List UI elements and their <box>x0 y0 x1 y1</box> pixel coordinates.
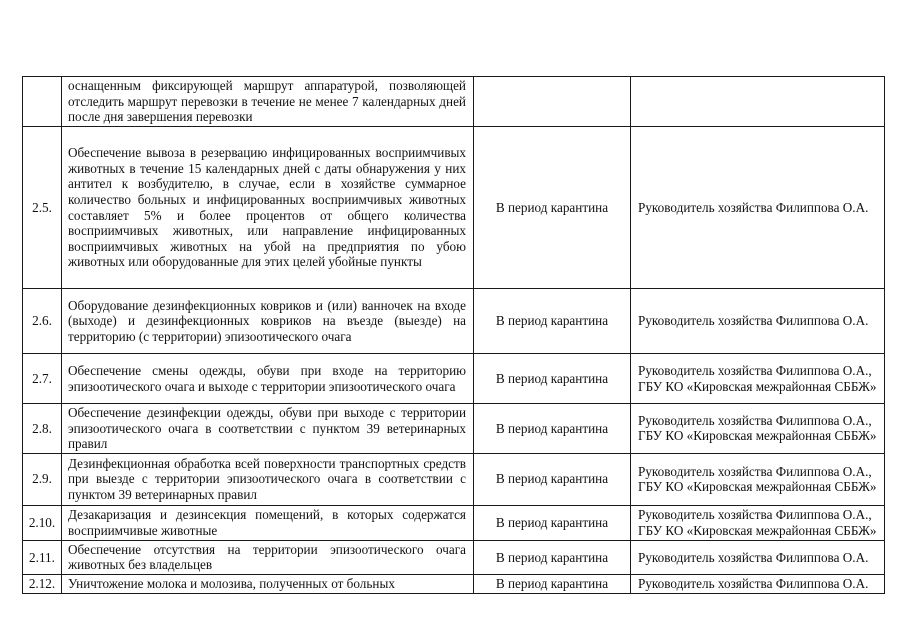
table-row <box>23 574 885 593</box>
measure-text: оснащенным фиксирующей маршрут аппаратурой, позволяющей отследить маршрут перевозки в течение не менее 7 календарных дней после дня завершения перевозки <box>62 77 474 127</box>
deadline-text: В период карантина <box>474 354 631 404</box>
responsible-line: Руководитель хозяйства Филиппова О.А., <box>638 507 872 523</box>
responsible-text <box>631 289 885 354</box>
responsible-text <box>631 540 885 574</box>
row-number: 2.7. <box>23 354 62 404</box>
responsible-text <box>631 77 885 127</box>
row-number: 2.12. <box>23 574 62 593</box>
table-row <box>23 354 885 404</box>
table-row <box>23 127 885 289</box>
measure-text: Обеспечение отсутствия на территории эпизоотического очага животных без владельцев <box>62 540 474 574</box>
measure-text: Дезакаризация и дезинсекция помещений, в которых содержатся восприимчивые животные <box>62 505 474 540</box>
row-number: 2.5. <box>23 127 62 289</box>
responsible-line: Руководитель хозяйства Филиппова О.А. <box>638 199 869 215</box>
responsible-line: Руководитель хозяйства Филиппова О.А., <box>638 362 872 378</box>
responsible-line: Руководитель хозяйства Филиппова О.А., <box>638 412 872 428</box>
deadline-text <box>474 77 631 127</box>
responsible-text <box>631 354 885 404</box>
measure-text: Дезинфекционная обработка всей поверхности транспортных средств при выезде с территории эпизоотического очага в соответствии с пунктом 39 ветеринарных правил <box>62 453 474 505</box>
deadline-text: В период карантина <box>474 505 631 540</box>
row-number: 2.11. <box>23 540 62 574</box>
deadline-text: В период карантина <box>474 289 631 354</box>
table-row <box>23 77 885 127</box>
table-row <box>23 404 885 454</box>
responsible-line: ГБУ КО «Кировская межрайонная СББЖ» <box>638 428 877 444</box>
table-row <box>23 540 885 574</box>
measure-text: Обеспечение вывоза в резервацию инфицированных восприимчивых животных в течение 15 календарных дней с даты обнаружения у них антител к возбудителю, в случае, если в хозяйстве суммарное количество больных и инфицированных восприимчивых животных составляет 5% и более процентов от общего количества восприимчивых животных, или направление инфицированных восприимчивых животных на убой на предприятия по убою животных или оборудованные для этих целей убойные пункты <box>62 127 474 289</box>
responsible-text <box>631 453 885 505</box>
table-row <box>23 289 885 354</box>
responsible-line: ГБУ КО «Кировская межрайонная СББЖ» <box>638 522 877 538</box>
deadline-text: В период карантина <box>474 127 631 289</box>
row-number <box>23 77 62 127</box>
row-number: 2.6. <box>23 289 62 354</box>
deadline-text: В период карантина <box>474 453 631 505</box>
quarantine-measures-table <box>22 76 885 594</box>
measure-text: Оборудование дезинфекционных ковриков и (или) ванночек на входе (выходе) и дезинфекционных ковриков на въезде (выезде) на территорию (с территории) эпизоотического очага <box>62 289 474 354</box>
row-number: 2.9. <box>23 453 62 505</box>
responsible-line: Руководитель хозяйства Филиппова О.А. <box>638 549 869 565</box>
responsible-line: Руководитель хозяйства Филиппова О.А. <box>638 575 869 591</box>
measure-text: Уничтожение молока и молозива, полученных от больных <box>62 574 474 593</box>
responsible-line: ГБУ КО «Кировская межрайонная СББЖ» <box>638 479 877 495</box>
responsible-text <box>631 574 885 593</box>
deadline-text: В период карантина <box>474 540 631 574</box>
responsible-line: ГБУ КО «Кировская межрайонная СББЖ» <box>638 378 877 394</box>
table-row <box>23 453 885 505</box>
row-number: 2.10. <box>23 505 62 540</box>
measure-text: Обеспечение смены одежды, обуви при входе на территорию эпизоотического очага и выходе с территории эпизоотического очага <box>62 354 474 404</box>
responsible-text <box>631 505 885 540</box>
deadline-text: В период карантина <box>474 404 631 454</box>
responsible-line: Руководитель хозяйства Филиппова О.А. <box>638 313 869 329</box>
row-number: 2.8. <box>23 404 62 454</box>
responsible-text <box>631 127 885 289</box>
measure-text: Обеспечение дезинфекции одежды, обуви при выходе с территории эпизоотического очага в соответствии с пунктом 39 ветеринарных правил <box>62 404 474 454</box>
deadline-text: В период карантина <box>474 574 631 593</box>
responsible-text <box>631 404 885 454</box>
responsible-line: Руководитель хозяйства Филиппова О.А., <box>638 463 872 479</box>
table-row <box>23 505 885 540</box>
